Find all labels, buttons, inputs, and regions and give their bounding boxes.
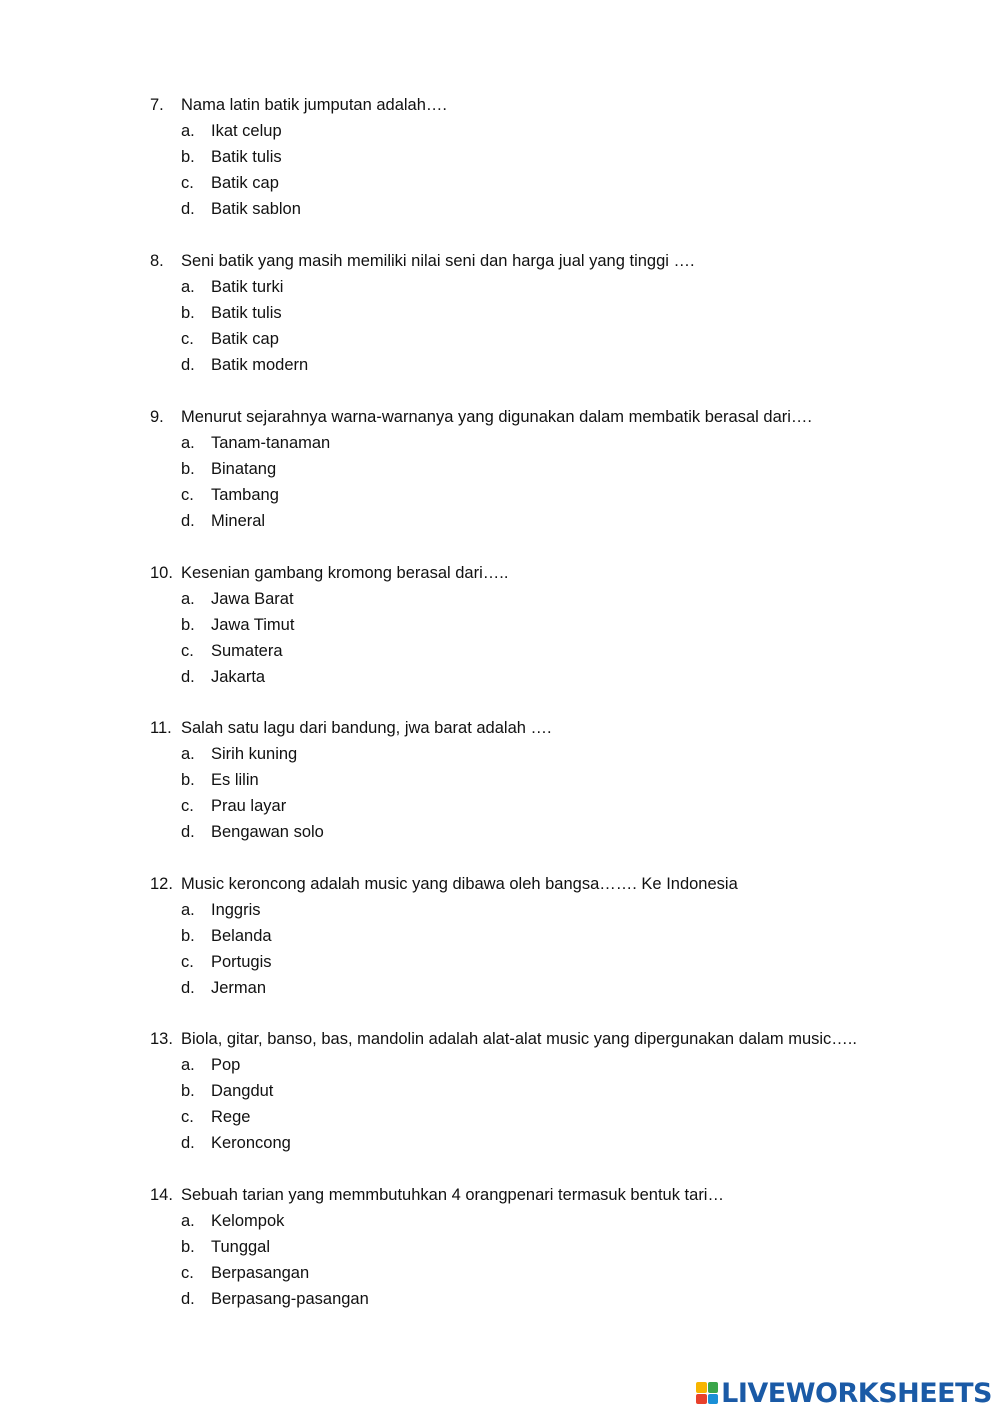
logo-square-icon	[708, 1382, 719, 1393]
question-9	[150, 404, 930, 534]
option-a	[150, 897, 930, 923]
option-text: Rege	[211, 1108, 251, 1126]
option-text: Batik turki	[211, 278, 284, 296]
option-text: Batik modern	[211, 356, 309, 374]
option-c	[150, 1260, 930, 1286]
option-text: Jerman	[211, 979, 267, 997]
option-letter: a.	[181, 278, 195, 296]
option-a	[150, 586, 930, 612]
logo-text: LIVEWORKSHEETS	[721, 1377, 992, 1409]
question-text: Salah satu lagu dari bandung, jwa barat adalah ….	[181, 719, 552, 737]
option-letter: b.	[181, 771, 195, 789]
question-header	[150, 1026, 930, 1052]
option-letter: a.	[181, 745, 195, 763]
option-d	[150, 819, 930, 845]
question-number: 10.	[150, 564, 173, 582]
option-b	[150, 1078, 930, 1104]
option-b	[150, 923, 930, 949]
option-letter: d.	[181, 979, 195, 997]
option-letter: c.	[181, 1108, 194, 1126]
option-letter: c.	[181, 330, 194, 348]
question-7	[150, 92, 930, 222]
question-8	[150, 248, 930, 378]
option-a	[150, 741, 930, 767]
option-d	[150, 664, 930, 690]
logo-square-icon	[696, 1382, 707, 1393]
option-a	[150, 1052, 930, 1078]
option-text: Jawa Timut	[211, 616, 295, 634]
option-text: Berpasangan	[211, 1264, 310, 1282]
option-text: Bengawan solo	[211, 823, 324, 841]
option-text: Tunggal	[211, 1238, 271, 1256]
question-header	[150, 560, 930, 586]
option-letter: b.	[181, 1238, 195, 1256]
question-text: Menurut sejarahnya warna-warnanya yang digunakan dalam membatik berasal dari….	[181, 408, 813, 426]
option-letter: c.	[181, 797, 194, 815]
logo-square-icon	[708, 1394, 719, 1405]
question-12	[150, 871, 930, 1001]
option-letter: b.	[181, 304, 195, 322]
question-text: Seni batik yang masih memiliki nilai seni dan harga jual yang tinggi ….	[181, 252, 695, 270]
option-letter: a.	[181, 1212, 195, 1230]
question-number: 13.	[150, 1030, 173, 1048]
option-b	[150, 612, 930, 638]
option-text: Keroncong	[211, 1134, 291, 1152]
question-number: 11.	[150, 719, 172, 737]
option-b	[150, 456, 930, 482]
option-letter: a.	[181, 901, 195, 919]
question-number: 12.	[150, 875, 173, 893]
question-number: 8.	[150, 252, 164, 270]
question-number: 9.	[150, 408, 164, 426]
option-text: Batik sablon	[211, 200, 301, 218]
option-letter: a.	[181, 1056, 195, 1074]
option-a	[150, 1208, 930, 1234]
option-letter: d.	[181, 1290, 195, 1308]
option-d	[150, 508, 930, 534]
option-text: Mineral	[211, 512, 266, 530]
question-header	[150, 871, 930, 897]
option-text: Sumatera	[211, 642, 283, 660]
option-text: Tanam-tanaman	[211, 434, 331, 452]
option-text: Jawa Barat	[211, 590, 294, 608]
option-letter: d.	[181, 1134, 195, 1152]
option-text: Batik cap	[211, 174, 279, 192]
option-a	[150, 274, 930, 300]
question-header	[150, 1182, 930, 1208]
question-13	[150, 1026, 930, 1156]
option-c	[150, 482, 930, 508]
option-d	[150, 196, 930, 222]
option-b	[150, 144, 930, 170]
option-d	[150, 352, 930, 378]
option-c	[150, 793, 930, 819]
question-header	[150, 248, 930, 274]
option-letter: a.	[181, 122, 195, 140]
question-number: 14.	[150, 1186, 173, 1204]
option-text: Berpasang-pasangan	[211, 1290, 369, 1308]
option-text: Batik tulis	[211, 304, 282, 322]
option-letter: b.	[181, 616, 195, 634]
option-b	[150, 300, 930, 326]
option-letter: b.	[181, 1082, 195, 1100]
option-letter: d.	[181, 512, 195, 530]
option-d	[150, 1130, 930, 1156]
option-c	[150, 170, 930, 196]
option-text: Ikat celup	[211, 122, 282, 140]
question-text: Music keroncong adalah music yang dibawa oleh bangsa……. Ke Indonesia	[181, 875, 738, 893]
option-text: Dangdut	[211, 1082, 274, 1100]
option-letter: d.	[181, 823, 195, 841]
option-c	[150, 949, 930, 975]
option-letter: b.	[181, 460, 195, 478]
question-10	[150, 560, 930, 690]
option-c	[150, 326, 930, 352]
option-text: Es lilin	[211, 771, 259, 789]
question-text: Kesenian gambang kromong berasal dari…..	[181, 564, 509, 582]
option-text: Batik cap	[211, 330, 279, 348]
option-text: Belanda	[211, 927, 272, 945]
option-text: Inggris	[211, 901, 261, 919]
liveworksheets-logo	[696, 1379, 992, 1407]
option-letter: a.	[181, 590, 195, 608]
option-text: Kelompok	[211, 1212, 285, 1230]
option-c	[150, 1104, 930, 1130]
option-letter: c.	[181, 174, 194, 192]
option-text: Batik tulis	[211, 148, 282, 166]
question-header	[150, 404, 930, 430]
option-c	[150, 638, 930, 664]
option-d	[150, 975, 930, 1001]
option-text: Tambang	[211, 486, 279, 504]
option-letter: c.	[181, 1264, 194, 1282]
logo-square-icon	[696, 1394, 707, 1405]
option-text: Binatang	[211, 460, 277, 478]
option-text: Prau layar	[211, 797, 287, 815]
option-text: Jakarta	[211, 668, 266, 686]
option-letter: b.	[181, 927, 195, 945]
liveworksheets-logo-icon	[696, 1382, 718, 1404]
option-text: Pop	[211, 1056, 241, 1074]
question-number: 7.	[150, 96, 164, 114]
question-14	[150, 1182, 930, 1312]
option-letter: d.	[181, 356, 195, 374]
option-text: Portugis	[211, 953, 272, 971]
option-letter: c.	[181, 953, 194, 971]
question-header	[150, 92, 930, 118]
question-text: Sebuah tarian yang memmbutuhkan 4 orangpenari termasuk bentuk tari…	[181, 1186, 724, 1204]
option-letter: c.	[181, 486, 194, 504]
question-11	[150, 715, 930, 845]
option-b	[150, 767, 930, 793]
option-b	[150, 1234, 930, 1260]
option-text: Sirih kuning	[211, 745, 298, 763]
option-letter: a.	[181, 434, 195, 452]
option-letter: d.	[181, 200, 195, 218]
question-text: Biola, gitar, banso, bas, mandolin adalah alat-alat music yang dipergunakan dalam music…..	[181, 1030, 857, 1048]
option-letter: d.	[181, 668, 195, 686]
question-text: Nama latin batik jumputan adalah….	[181, 96, 447, 114]
option-a	[150, 118, 930, 144]
option-a	[150, 430, 930, 456]
option-d	[150, 1286, 930, 1312]
question-header	[150, 715, 930, 741]
option-letter: c.	[181, 642, 194, 660]
option-letter: b.	[181, 148, 195, 166]
